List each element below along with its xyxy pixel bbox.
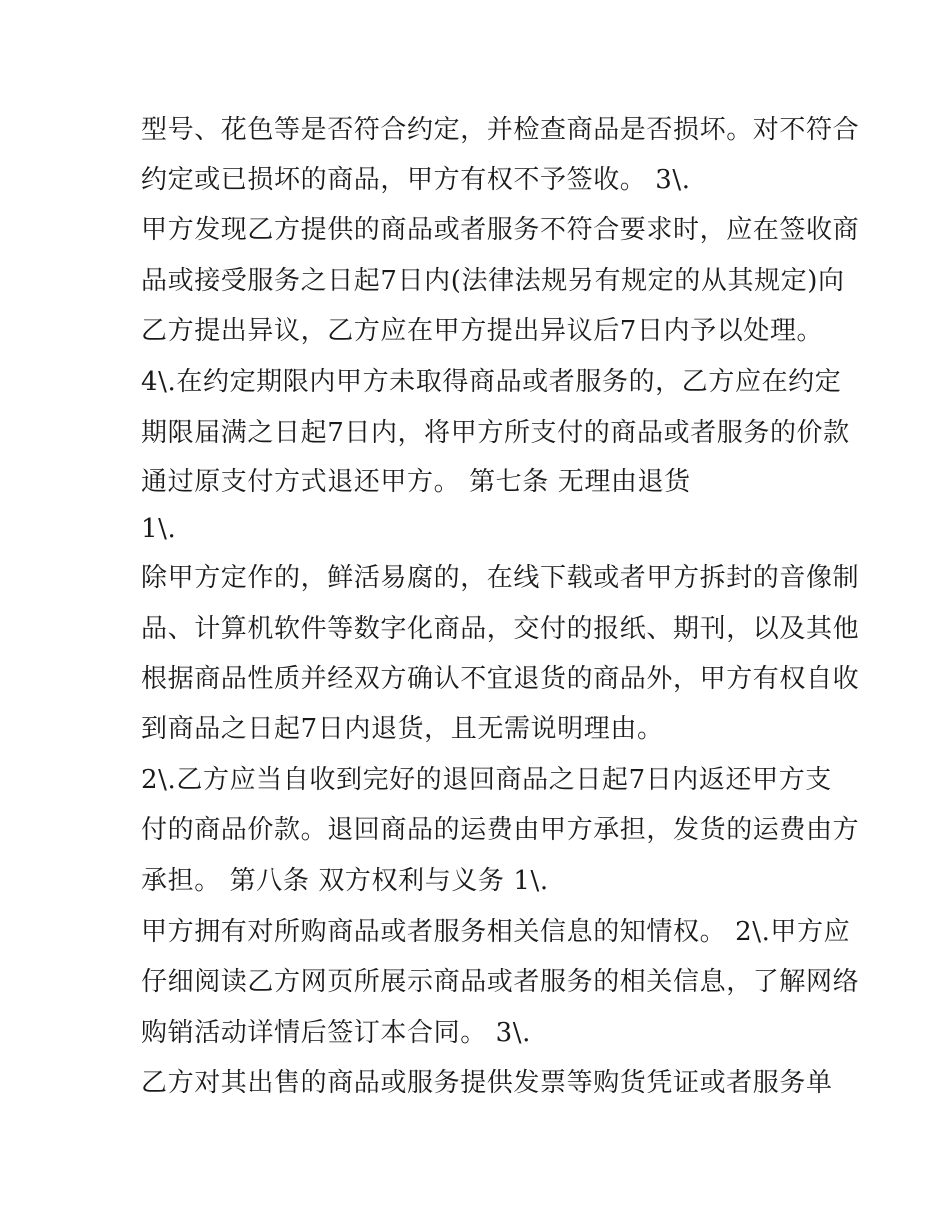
text-line: 约定或已损坏的商品，甲方有权不予签收。 3\.: [141, 165, 691, 195]
text-line: 1\.: [141, 514, 177, 544]
text-line: 甲方拥有对所购商品或者服务相关信息的知情权。 2\.甲方应: [141, 917, 851, 947]
text-line: 通过原支付方式退还甲方。 第七条 无理由退货: [141, 467, 691, 497]
text-line: 品、计算机软件等数字化商品，交付的报纸、期刊，以及其他: [141, 614, 860, 644]
text-line: 乙方提出异议，乙方应在甲方提出异议后7日内予以处理。: [141, 316, 824, 346]
text-line: 付的商品价款。退回商品的运费由甲方承担，发货的运费由方: [141, 815, 860, 845]
text-line: 4\.在约定期限内甲方未取得商品或者服务的，乙方应在约定: [141, 367, 842, 397]
text-line: 仔细阅读乙方网页所展示商品或者服务的相关信息，了解网络: [141, 967, 860, 997]
text-line: 2\.乙方应当自收到完好的退回商品之日起7日内返还甲方支: [141, 765, 832, 795]
text-line: 除甲方定作的，鲜活易腐的，在线下载或者甲方拆封的音像制: [141, 563, 860, 593]
text-line: 甲方发现乙方提供的商品或者服务不符合要求时，应在签收商: [141, 215, 860, 245]
text-line: 期限届满之日起7日内，将甲方所支付的商品或者服务的价款: [141, 418, 850, 448]
text-line: 品或接受服务之日起7日内(法律法规另有规定的从其规定)向: [141, 266, 845, 296]
text-line: 型号、花色等是否符合约定，并检查商品是否损坏。对不符合: [141, 115, 860, 145]
text-line: 根据商品性质并经双方确认不宜退货的商品外，甲方有权自收: [141, 664, 860, 694]
text-line: 乙方对其出售的商品或服务提供发票等购货凭证或者服务单: [141, 1068, 833, 1098]
text-line: 承担。 第八条 双方权利与义务 1\.: [141, 866, 549, 896]
text-line: 到商品之日起7日内退货，且无需说明理由。: [141, 714, 664, 744]
text-line: 购销活动详情后签订本合同。 3\.: [141, 1018, 532, 1048]
